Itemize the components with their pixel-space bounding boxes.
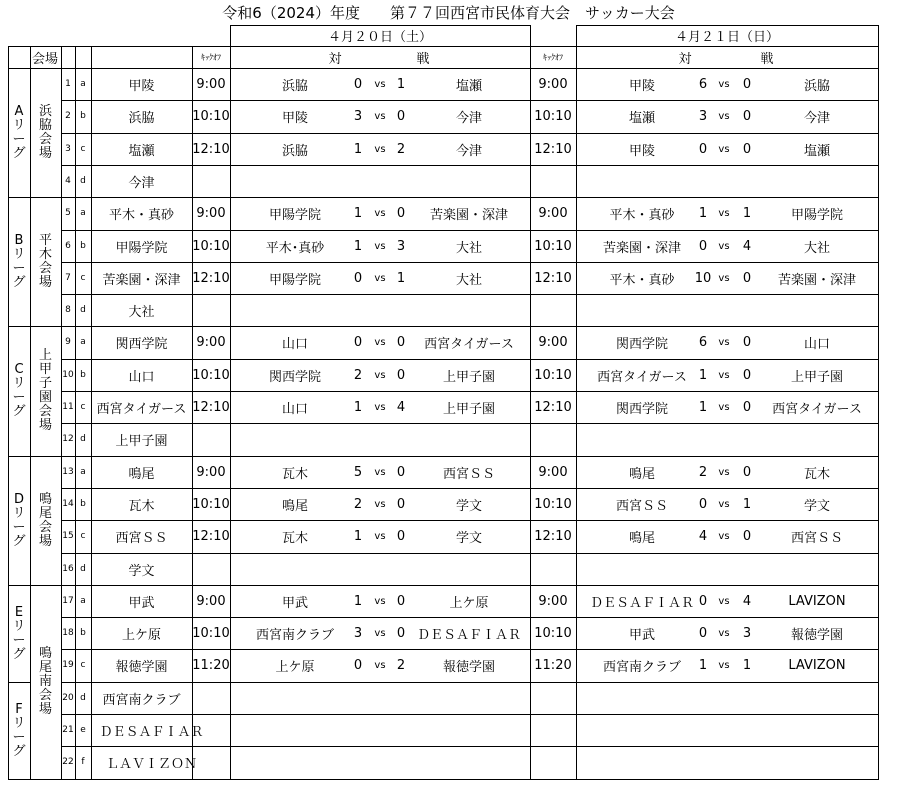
home-team: 西宮タイガース [597, 369, 687, 385]
match-header-2-right: 戦 [760, 51, 774, 67]
kickoff-time: 9:00 [538, 593, 568, 609]
away-team: 塩瀬 [803, 143, 830, 159]
kickoff-time: 9:00 [196, 76, 226, 92]
vs-label: vs [374, 78, 386, 90]
kickoff-time: 11:20 [192, 657, 230, 673]
home-score: 4 [698, 528, 708, 544]
team-name: 西宮南クラブ [102, 692, 181, 708]
team-letter: a [80, 208, 86, 218]
team-number: 7 [65, 273, 71, 283]
home-score: 1 [353, 593, 363, 609]
team-number: 11 [62, 402, 74, 412]
team-name: 山口 [128, 369, 155, 385]
grid-line [576, 46, 577, 780]
page-title: 令和6（2024）年度 第７７回西宮市民体育大会 サッカー大会 [222, 4, 675, 22]
vs-label: vs [718, 369, 730, 381]
grid-line [8, 46, 879, 47]
vs-label: vs [374, 401, 386, 413]
team-name: 甲陽学院 [115, 240, 168, 256]
grid-line [530, 25, 531, 47]
team-number: 13 [62, 467, 74, 477]
home-team: 平木・真砂 [609, 207, 675, 223]
team-letter: d [80, 693, 86, 703]
home-score: 1 [698, 399, 708, 415]
home-score: 1 [353, 205, 363, 221]
home-team: 鳴尾 [281, 498, 308, 514]
venue-label: 鳴尾会場 [38, 491, 52, 549]
kickoff-time: 9:00 [538, 464, 568, 480]
vs-label: vs [718, 272, 730, 284]
team-number: 19 [62, 660, 74, 670]
home-score: 1 [353, 141, 363, 157]
home-team: 関西学院 [615, 336, 668, 352]
away-score: 0 [742, 464, 752, 480]
team-name: ＬＡＶＩＺＯＮ [105, 756, 197, 772]
home-team: 塩瀬 [628, 110, 655, 126]
venue-label: 上甲子園会場 [38, 347, 52, 433]
team-name: 浜脇 [128, 110, 155, 126]
kickoff-time: 10:10 [192, 108, 230, 124]
home-score: 0 [698, 593, 708, 609]
away-team: 上甲子園 [790, 369, 843, 385]
vs-label: vs [718, 336, 730, 348]
team-letter: b [80, 370, 86, 380]
away-team: ＤＥＳＡＦＩＡＲ [416, 627, 521, 643]
away-score: 3 [742, 625, 752, 641]
home-team: 平木･真砂 [265, 240, 325, 256]
vs-label: vs [718, 110, 730, 122]
team-number: 17 [62, 596, 74, 606]
away-score: 0 [742, 141, 752, 157]
team-letter: b [80, 499, 86, 509]
team-letter: b [80, 628, 86, 638]
vs-label: vs [718, 659, 730, 671]
home-team: 上ケ原 [275, 659, 315, 675]
away-team: 大社 [803, 240, 830, 256]
kickoff-time: 10:10 [534, 367, 572, 383]
team-name: 瓦木 [128, 498, 155, 514]
home-team: 関西学院 [268, 369, 321, 385]
kickoff-header-2: ｷｯｸｵﾌ [543, 52, 563, 62]
kickoff-time: 10:10 [534, 238, 572, 254]
vs-label: vs [718, 530, 730, 542]
kickoff-time: 9:00 [196, 334, 226, 350]
vs-label: vs [374, 272, 386, 284]
away-score: 2 [396, 657, 406, 673]
team-number: 16 [62, 564, 74, 574]
away-team: 学文 [455, 498, 482, 514]
grid-line [230, 46, 231, 780]
away-score: 4 [742, 238, 752, 254]
away-score: 0 [396, 108, 406, 124]
team-name: 鳴尾 [128, 466, 155, 482]
league-label: Fリーグ [12, 701, 26, 759]
home-team: 甲陵 [281, 110, 308, 126]
team-number: 21 [62, 725, 74, 735]
kickoff-time: 10:10 [192, 496, 230, 512]
kickoff-time: 12:10 [534, 141, 572, 157]
home-score: 2 [353, 367, 363, 383]
away-score: 0 [742, 334, 752, 350]
team-name: 上甲子園 [115, 433, 168, 449]
away-team: 西宮タイガース [772, 401, 862, 417]
away-team: 山口 [803, 336, 830, 352]
team-letter: a [80, 79, 86, 89]
away-score: 0 [396, 367, 406, 383]
away-score: 0 [396, 464, 406, 480]
team-name: 平木・真砂 [108, 207, 174, 223]
away-score: 4 [742, 593, 752, 609]
home-score: 0 [698, 238, 708, 254]
home-team: 甲陽学院 [268, 272, 321, 288]
match-header-1-right: 戦 [416, 51, 430, 67]
home-score: 0 [698, 141, 708, 157]
team-letter: c [80, 660, 86, 670]
vs-label: vs [374, 369, 386, 381]
home-score: 0 [698, 625, 708, 641]
home-team: 甲陽学院 [268, 207, 321, 223]
away-score: 0 [396, 593, 406, 609]
away-score: 0 [742, 270, 752, 286]
home-team: 鳴尾 [628, 466, 655, 482]
away-team: 西宮ＳＳ [790, 530, 843, 546]
home-score: 1 [353, 238, 363, 254]
kickoff-time: 12:10 [534, 528, 572, 544]
home-team: 苦楽園・深津 [602, 240, 681, 256]
team-letter: c [80, 531, 86, 541]
kickoff-time: 9:00 [538, 205, 568, 221]
kickoff-time: 10:10 [534, 625, 572, 641]
away-score: 0 [396, 625, 406, 641]
away-score: 0 [396, 528, 406, 544]
kickoff-time: 9:00 [538, 334, 568, 350]
team-letter: a [80, 467, 86, 477]
kickoff-time: 12:10 [192, 528, 230, 544]
home-team: 甲武 [281, 595, 308, 611]
away-team: 上ケ原 [449, 595, 489, 611]
away-score: 0 [742, 108, 752, 124]
team-letter: f [81, 757, 85, 767]
kickoff-time: 9:00 [196, 464, 226, 480]
vs-label: vs [374, 110, 386, 122]
away-score: 0 [396, 334, 406, 350]
kickoff-time: 10:10 [534, 108, 572, 124]
home-team: 西宮ＳＳ [615, 498, 668, 514]
away-team: 瓦木 [803, 466, 830, 482]
team-number: 12 [62, 434, 74, 444]
team-name: 大社 [128, 304, 155, 320]
vs-label: vs [718, 498, 730, 510]
home-team: 関西学院 [615, 401, 668, 417]
vs-label: vs [718, 627, 730, 639]
away-team: 上甲子園 [442, 401, 495, 417]
away-team: LAVIZON [788, 657, 846, 673]
home-score: 1 [698, 205, 708, 221]
team-letter: c [80, 144, 86, 154]
away-team: 報徳学園 [442, 659, 495, 675]
away-score: 0 [396, 496, 406, 512]
team-number: 4 [65, 176, 71, 186]
match-header-1-left: 対 [328, 51, 342, 67]
away-score: 0 [742, 367, 752, 383]
vs-label: vs [718, 466, 730, 478]
team-number: 3 [65, 144, 71, 154]
away-team: 塩瀬 [455, 78, 482, 94]
team-name: 上ケ原 [121, 627, 161, 643]
home-score: 0 [353, 334, 363, 350]
vs-label: vs [374, 336, 386, 348]
match-header-2-left: 対 [678, 51, 692, 67]
vs-label: vs [374, 627, 386, 639]
team-name: 苦楽園・深津 [102, 272, 181, 288]
home-score: 6 [698, 334, 708, 350]
vs-label: vs [374, 595, 386, 607]
vs-label: vs [374, 659, 386, 671]
home-score: 3 [353, 108, 363, 124]
kickoff-time: 12:10 [192, 270, 230, 286]
home-score: 10 [694, 270, 712, 286]
team-number: 10 [62, 370, 74, 380]
home-score: 6 [698, 76, 708, 92]
home-team: 西宮南クラブ [602, 659, 681, 675]
kickoff-time: 9:00 [196, 593, 226, 609]
away-team: 学文 [803, 498, 830, 514]
venue-label: 鳴尾南会場 [38, 646, 52, 717]
team-number: 15 [62, 531, 74, 541]
away-score: 1 [396, 76, 406, 92]
away-team: 苦楽園・深津 [429, 207, 508, 223]
kickoff-time: 10:10 [192, 238, 230, 254]
home-team: 瓦木 [281, 530, 308, 546]
venue-label: 平木会場 [38, 232, 52, 290]
league-label: Dリーグ [12, 491, 26, 549]
kickoff-time: 12:10 [534, 270, 572, 286]
away-score: 1 [742, 205, 752, 221]
grid-line [8, 682, 31, 683]
home-team: 浜脇 [281, 78, 308, 94]
away-team: LAVIZON [788, 593, 846, 609]
home-score: 1 [353, 399, 363, 415]
day2-header: ４月２１日（日） [674, 30, 779, 45]
home-team: 甲陵 [628, 143, 655, 159]
away-team: 報徳学園 [790, 627, 843, 643]
league-label: Eリーグ [12, 604, 26, 662]
home-score: 2 [353, 496, 363, 512]
home-team: 鳴尾 [628, 530, 655, 546]
vs-label: vs [718, 240, 730, 252]
kickoff-time: 10:10 [534, 496, 572, 512]
home-team: 甲陵 [628, 78, 655, 94]
kickoff-time: 11:20 [534, 657, 572, 673]
home-score: 3 [353, 625, 363, 641]
team-name: 関西学院 [115, 336, 168, 352]
team-number: 22 [62, 757, 74, 767]
home-team: 山口 [281, 401, 308, 417]
away-score: 1 [742, 657, 752, 673]
away-team: 甲陽学院 [790, 207, 843, 223]
vs-label: vs [374, 466, 386, 478]
league-label: Bリーグ [12, 232, 26, 290]
vs-label: vs [374, 143, 386, 155]
home-score: 5 [353, 464, 363, 480]
kickoff-time: 12:10 [534, 399, 572, 415]
home-score: 1 [353, 528, 363, 544]
kickoff-time: 12:10 [192, 141, 230, 157]
team-name: 甲武 [128, 595, 155, 611]
league-label: Cリーグ [12, 361, 26, 419]
team-letter: a [80, 596, 86, 606]
team-name: 今津 [128, 175, 155, 191]
away-team: 大社 [455, 240, 482, 256]
away-team: 西宮タイガース [424, 336, 514, 352]
team-letter: a [80, 337, 86, 347]
away-team: 上甲子園 [442, 369, 495, 385]
away-team: 浜脇 [803, 78, 830, 94]
home-score: 1 [698, 657, 708, 673]
venue-label: 浜脇会場 [38, 103, 52, 161]
team-number: 20 [62, 693, 74, 703]
away-team: 苦楽園・深津 [777, 272, 856, 288]
home-team: 甲武 [628, 627, 655, 643]
team-number: 1 [65, 79, 71, 89]
kickoff-header-1: ｷｯｸｵﾌ [201, 52, 221, 62]
away-score: 2 [396, 141, 406, 157]
away-score: 4 [396, 399, 406, 415]
away-score: 1 [396, 270, 406, 286]
vs-label: vs [374, 530, 386, 542]
kickoff-time: 10:10 [192, 367, 230, 383]
away-team: 西宮ＳＳ [442, 466, 495, 482]
home-team: 山口 [281, 336, 308, 352]
team-letter: d [80, 305, 86, 315]
home-score: 0 [353, 657, 363, 673]
vs-label: vs [374, 498, 386, 510]
vs-label: vs [374, 207, 386, 219]
team-number: 2 [65, 111, 71, 121]
kickoff-time: 9:00 [196, 205, 226, 221]
home-team: 浜脇 [281, 143, 308, 159]
away-score: 0 [742, 76, 752, 92]
home-team: 瓦木 [281, 466, 308, 482]
team-name: 西宮タイガース [96, 401, 187, 417]
vs-label: vs [718, 207, 730, 219]
vs-label: vs [718, 595, 730, 607]
home-score: 2 [698, 464, 708, 480]
away-score: 0 [742, 528, 752, 544]
team-letter: c [80, 402, 86, 412]
home-score: 0 [698, 496, 708, 512]
team-letter: e [80, 725, 86, 735]
vs-label: vs [718, 143, 730, 155]
away-score: 1 [742, 496, 752, 512]
team-letter: d [80, 176, 86, 186]
kickoff-time: 9:00 [538, 76, 568, 92]
home-score: 0 [353, 76, 363, 92]
grid-line [8, 779, 879, 780]
away-score: 0 [742, 399, 752, 415]
team-letter: b [80, 111, 86, 121]
grid-line [878, 46, 879, 780]
away-team: 大社 [455, 272, 482, 288]
league-label: Aリーグ [12, 103, 26, 161]
team-letter: d [80, 434, 86, 444]
vs-label: vs [374, 240, 386, 252]
away-team: 今津 [803, 110, 830, 126]
home-score: 0 [353, 270, 363, 286]
kickoff-time: 10:10 [192, 625, 230, 641]
team-name: 西宮ＳＳ [115, 530, 168, 546]
grid-line [878, 25, 879, 47]
vs-label: vs [718, 401, 730, 413]
team-letter: d [80, 564, 86, 574]
away-team: 今津 [455, 143, 482, 159]
home-score: 1 [698, 367, 708, 383]
team-letter: b [80, 241, 86, 251]
team-number: 14 [62, 499, 74, 509]
team-number: 6 [65, 241, 71, 251]
team-number: 5 [65, 208, 71, 218]
venue-header: 会場 [32, 51, 59, 67]
home-score: 3 [698, 108, 708, 124]
team-name: 甲陵 [128, 78, 155, 94]
away-score: 0 [396, 205, 406, 221]
vs-label: vs [718, 78, 730, 90]
away-score: 3 [396, 238, 406, 254]
away-team: 学文 [455, 530, 482, 546]
away-team: 今津 [455, 110, 482, 126]
kickoff-time: 12:10 [192, 399, 230, 415]
team-number: 9 [65, 337, 71, 347]
team-name: 報徳学園 [115, 659, 168, 675]
day1-header: ４月２０日（土） [327, 30, 432, 45]
team-letter: c [80, 273, 86, 283]
home-team: 平木・真砂 [609, 272, 675, 288]
team-number: 8 [65, 305, 71, 315]
team-name: 塩瀬 [128, 143, 155, 159]
team-name: 学文 [128, 563, 155, 579]
team-name: ＤＥＳＡＦＩＡＲ [99, 724, 204, 740]
home-team: 西宮南クラブ [255, 627, 334, 643]
team-number: 18 [62, 628, 74, 638]
home-team: ＤＥＳＡＦＩＡＲ [589, 595, 694, 611]
